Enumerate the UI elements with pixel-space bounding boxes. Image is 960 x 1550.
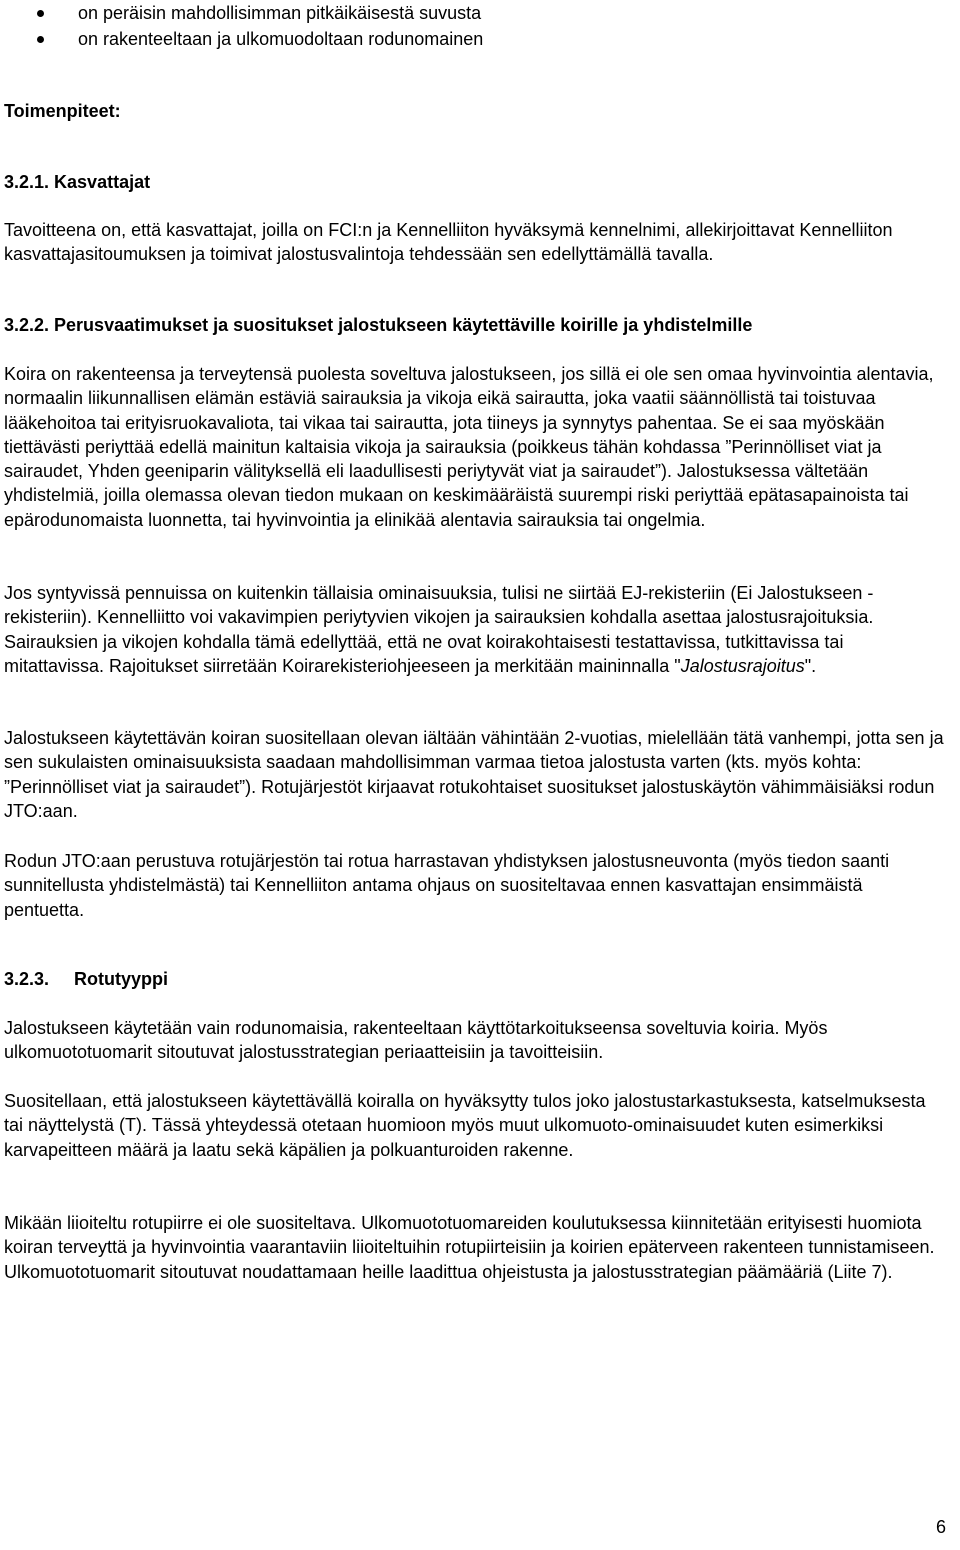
section-322-paragraph-4: Rodun JTO:aan perustuva rotujärjestön tai rotua harrastavan yhdistyksen jalostusneuvonta (myös tiedon saanti sunnitellusta yhdistelmästä) tai Kennelliiton antama ohjaus on suositeltavaa ennen kasvattajan ensimmäistä pentuetta.: [4, 851, 890, 920]
section-323-heading: [4, 967, 944, 991]
paragraph-text: ".: [804, 655, 817, 676]
section-323-paragraph-3: Mikään liioiteltu rotupiirre ei ole suositeltava. Ulkomuototuomareiden koulutuksessa kiinnitetään erityisesti huomiota koiran terveyttä ja hyvinvointia vaarantaviin liioiteltuihin rotupiirteisiin ja koirien epäterveen rakenteen tunnistamiseen. Ulkomuototuomarit sitoutuvat noudattamaan heille laadittua ohjeistusta ja jalostusstrategian päämääriä (Liite 7).: [4, 1213, 935, 1282]
bullet-item: [0, 0, 483, 26]
section-322-paragraph-1: Koira on rakenteensa ja terveytensä puolesta soveltuva jalostukseen, jos sillä ei ole sen omaa hyvinvointia alentavia, normaalin liikunnallisen elämän estäviä sairauksia ja vikoja eikä sairautta, joka vaatii säännöllistä tai toistuvaa lääkehoitoa tai erityisruokavaliota, tai vikaa tai sairautta, jota tiineys ja synnytys pahentaa. Se ei saa myöskään tiettävästi periyttää edellä mainitun kaltaisia vikoja ja sairauksia (poikkeus tähän kohdassa ”Perinnölliset viat ja sairaudet, Yhden geeniparin välityksellä eli laadullisesti periytyvät viat ja sairaudet”). Jalostuksessa vältetään yhdistelmiä, joilla olemassa olevan tiedon mukaan on keskimääräistä suurempi riski periyttää epätasapainoista tai epärodunomaista luonnetta, tai hyvinvointia ja elinikää alentavia sairauksia tai ongelmia.: [4, 364, 934, 530]
bullet-list: [0, 0, 483, 52]
paragraph-text: Jos syntyvissä pennuissa on kuitenkin tällaisia ominaisuuksia, tulisi ne siirtää EJ-rekisteriin (Ei Jalostukseen -rekisteriin). Kennelliitto voi vakavimpien periytyvien vikojen ja sairauksien kohdalla asettaa jalostusrajoituksia. Sairauksien ja vikojen kohdalla tämä edellyttää, että ne ovat koirakohtaisesti testattavissa, tutkittavissa tai mitattavissa. Rajoitukset siirretään Koirarekisteriohjeeseen ja merkitään maininnalla ": [4, 583, 874, 676]
page-number: 6: [936, 1517, 947, 1537]
bullet-item: [0, 26, 483, 52]
bullet-text: on rakenteeltaan ja ulkomuodoltaan rodunomainen: [78, 29, 484, 49]
bullet-text: on peräisin mahdollisimman pitkäikäisestä suvusta: [78, 3, 482, 23]
toimenpiteet-heading: Toimenpiteet:: [4, 101, 121, 121]
section-323-paragraph-2: Suositellaan, että jalostukseen käytettävällä koiralla on hyväksytty tulos joko jalostustarkastuksesta, katselmuksesta tai näyttelystä (T). Tässä yhteydessä otetaan huomioon myös muut ulkomuoto-ominaisuudet kuten esimerkiksi karvapeitteen määrä ja laatu sekä käpälien ja polkuanturoiden rakenne.: [4, 1091, 926, 1160]
jalostusrajoitus-term: Jalostusrajoitus: [680, 655, 805, 676]
section-321-paragraph: Tavoitteena on, että kasvattajat, joilla on FCI:n ja Kennelliiton hyväksymä kennelnimi, allekirjoittavat Kennelliiton kasvattajasitoumuksen ja toimivat jalostusvalintoja tehdessään sen edellyttämällä tavalla.: [4, 220, 893, 265]
section-323-paragraph-1: Jalostukseen käytetään vain rodunomaisia, rakenteeltaan käyttötarkoitukseensa soveltuvia koiria. Myös ulkomuototuomarit sitoutuvat jalostusstrategian periaatteisiin ja tavoitteisiin.: [4, 1018, 828, 1063]
section-322-paragraph-2: [4, 581, 944, 678]
section-322-paragraph-3: Jalostukseen käytettävän koiran suositellaan olevan iältään vähintään 2-vuotias, mielellään tätä vanhempi, jotta sen ja sen sukulaisten ominaisuuksista saadaan mahdollisimman varmaa tietoa jalostusta varten (kts. myös kohta: ”Perinnölliset viat ja sairaudet”). Rotujärjestöt kirjaavat rotukohtaiset suositukset jalostuskäytön vähimmäisiäksi rodun JTO:aan.: [4, 728, 944, 821]
bullet-dot-icon: [37, 36, 44, 43]
section-title: Rotutyyppi: [74, 969, 168, 989]
section-322-heading: 3.2.2. Perusvaatimukset ja suositukset jalostukseen käytettäville koirille ja yhdistelmille: [4, 315, 753, 335]
section-321-heading: 3.2.1. Kasvattajat: [4, 172, 151, 192]
section-number: 3.2.3.: [4, 969, 50, 989]
bullet-dot-icon: [37, 10, 44, 17]
